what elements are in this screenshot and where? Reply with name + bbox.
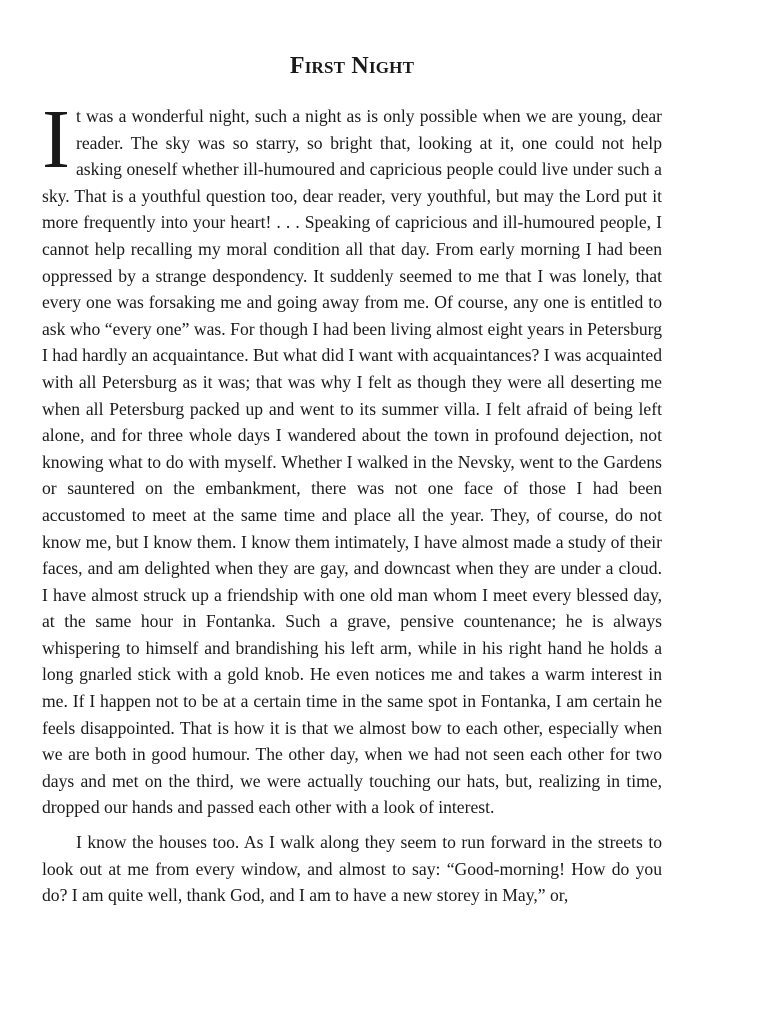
paragraph-2-text: I know the houses too. As I walk along they seem to run forward in the streets to look out at me from every window, and almost to say: “Good-morning! How do you do? I am quite well, thank God, and I am to have a new storey in May,” or, [42,832,662,906]
drop-cap: I [42,93,70,186]
chapter-title: First Night [289,53,415,79]
paragraph-1-text: t was a wonderful night, such a night as is only possible when we are young, dear reader. The sky was so starry, so bright that, looking at it, one could not help asking oneself whether ill-humoured and capricious people could live under such a sky. That is a youthful question too, dear reader, very youthful, but may the Lord put it more frequently into your heart! . . . Speaking of capricious and ill-humoured people, I cannot help recalling my moral condition all that day. From early morning I had been oppressed by a strange despondency. It suddenly seemed to me that I was lonely, that every one was forsaking me and going away from me. Of course, any one is entitled to ask who “every one” was. For though I had been living almost eight years in Petersburg I had hardly an acquaintance. But what did I want with acquaintances? I was acquainted with all Petersburg as it was; that was why I felt as though they were all deserting me when all Petersburg packed up and went to its summer villa. I felt afraid of being left alone, and for three whole days I wandered about the town in profound dejection, not knowing what to do with myself. Whether I walked in the Nevsky, went to the Gardens or sauntered on the embankment, there was not one face of those I had been accustomed to meet at the same time and place all the year. They, of course, do not know me, but I know them. I know them intimately, I have almost made a study of their faces, and am delighted when they are gay, and downcast when they are under a cloud. I have almost struck up a friendship with one old man whom I meet every blessed day, at the same hour in Fontanka. Such a grave, pensive countenance; he is always whispering to himself and brandishing his left arm, while in his right hand he holds a long gnarled stick with a gold knob. He even notices me and takes a warm interest in me. If I happen not to be at a certain time in the same spot in Fontanka, I am certain he feels disappointed. That is how it is that we almost bow to each other, especially when we are both in good humour. The other day, when we had not seen each other for two days and met on the third, we were actually touching our hats, but, realizing in time, dropped our hands and passed each other with a look of interest. [42,106,662,818]
paragraph-2 [42,829,662,909]
book-page [42,0,662,1024]
chapter-body [42,93,662,909]
paragraph-1 [42,93,662,821]
